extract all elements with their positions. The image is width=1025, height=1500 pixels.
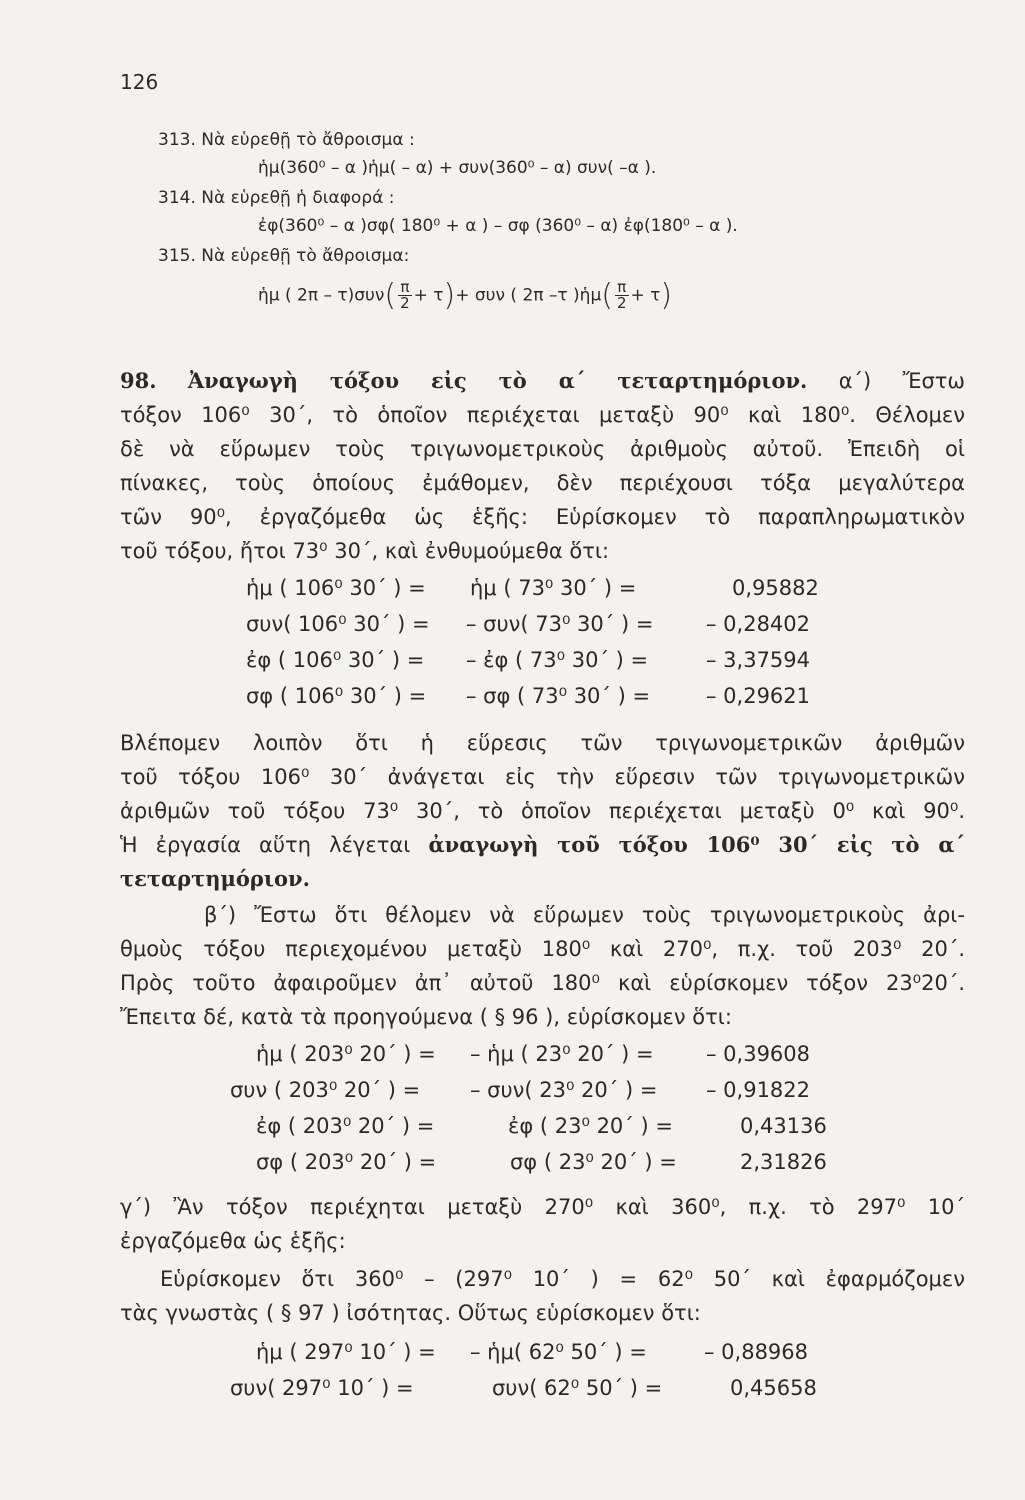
body-line: τὰς γνωστὰς ( § 97 ) ἰσότητας. Οὕτως εὑρίσκομεν ὅτι: (120, 1301, 701, 1325)
definition-line: Ἡ ἐργασία αὕτη λέγεται ἀναγωγὴ τοῦ τόξου 106⁰ 30΄ εἰς τὸ α΄ (120, 832, 965, 857)
body-line: τοῦ τόξου 106⁰ 30΄ ἀνάγεται εἰς τὴν εὕρεσιν τῶν τριγωνομετρικῶν (120, 765, 965, 789)
body-line: γ΄) Ἂν τόξον περιέχηται μεταξὺ 270⁰ καὶ 360⁰, π.χ. τὸ 297⁰ 10΄ (120, 1195, 965, 1219)
body-text: α΄) Ἔστω (838, 369, 965, 393)
equation-mid: – ἐφ ( 73⁰ 30΄ ) = (466, 648, 649, 672)
equation-value: – 0,91822 (706, 1078, 811, 1102)
equation-mid: ἐφ ( 23⁰ 20΄ ) = (508, 1114, 673, 1138)
equation-lhs: ἐφ ( 203⁰ 20΄ ) = (256, 1114, 435, 1138)
body-line: δὲ νὰ εὕρωμεν τοὺς τριγωνομετρικοὺς ἀριθμοὺς αὐτοῦ. Ἐπειδὴ οἱ (120, 437, 965, 461)
equation-lhs: συν( 106⁰ 30΄ ) = (246, 612, 430, 636)
section-number: 98. (120, 368, 157, 393)
equation-lhs: συν( 297⁰ 10΄ ) = (230, 1376, 414, 1400)
equation-mid: – ἡμ ( 23⁰ 20΄ ) = (470, 1042, 654, 1066)
equation-mid: – συν( 23⁰ 20΄ ) = (470, 1078, 658, 1102)
body-line: Εὑρίσκομεν ὅτι 360⁰ – (297⁰ 10΄ ) = 62⁰ 50΄ καὶ ἐφαρμόζομεν (160, 1267, 965, 1291)
equation-lhs: συν ( 203⁰ 20΄ ) = (230, 1078, 421, 1102)
body-line: ἐργαζόμεθα ὡς ἑξῆς: (120, 1229, 346, 1253)
equation-mid: – ἡμ( 62⁰ 50΄ ) = (470, 1340, 647, 1364)
equation-mid: – σφ ( 73⁰ 30΄ ) = (466, 684, 651, 708)
exercise-number: 314. (158, 188, 196, 208)
body-line: Πρὸς τοῦτο ἀφαιροῦμεν ἀπ᾽ αὐτοῦ 180⁰ καὶ εὑρίσκομεν τόξον 23⁰20΄. (120, 971, 965, 995)
section-heading-line (120, 364, 965, 398)
body-line: θμοὺς τόξου περιεχομένου μεταξὺ 180⁰ καὶ 270⁰, π.χ. τοῦ 203⁰ 20΄. (120, 937, 965, 961)
equation-value: – 0,88968 (704, 1340, 809, 1364)
equation-value: 0,95882 (732, 576, 819, 600)
body-line: Βλέπομεν λοιπὸν ὅτι ἡ εὕρεσις τῶν τριγωνομετρικῶν ἀριθμῶν (120, 731, 965, 755)
body-line: Ἔπειτα δέ, κατὰ τὰ προηγούμενα ( § 96 ), εὑρίσκομεν ὅτι: (120, 1005, 732, 1029)
exercise-314-formula: ἐφ(360⁰ – α )σφ( 180⁰ + α ) – σφ (360⁰ – α) ἐφ(180⁰ – α ). (258, 216, 738, 236)
body-line: ἀριθμῶν τοῦ τόξου 73⁰ 30΄, τὸ ὁποῖον περιέχεται μεταξὺ 0⁰ καὶ 90⁰. (120, 799, 965, 823)
exercise-number: 313. (158, 130, 196, 150)
body-line: πίνακες, τοὺς ὁποίους ἐμάθομεν, δὲν περιέχουσι τόξα μεγαλύτερα (120, 471, 965, 495)
page-number: 126 (120, 70, 159, 94)
equation-mid: συν( 62⁰ 50΄ ) = (492, 1376, 663, 1400)
definition-term: ἀναγωγὴ τοῦ τόξου 106⁰ 30΄ εἰς τὸ α΄ (428, 832, 965, 857)
equation-mid: ἡμ ( 73⁰ 30΄ ) = (470, 576, 637, 600)
equation-lhs: ἡμ ( 106⁰ 30΄ ) = (246, 576, 426, 600)
body-line: β΄) Ἔστω ὅτι θέλομεν νὰ εὕρωμεν τοὺς τριγωνομετρικοὺς ἀρι- (204, 903, 965, 927)
equation-value: – 0,39608 (706, 1042, 811, 1066)
equation-lhs: σφ ( 203⁰ 20΄ ) = (256, 1150, 437, 1174)
equation-lhs: ἡμ ( 297⁰ 10΄ ) = (256, 1340, 436, 1364)
equation-mid: – συν( 73⁰ 30΄ ) = (466, 612, 654, 636)
equation-mid: σφ ( 23⁰ 20΄ ) = (510, 1150, 677, 1174)
exercise-text: Νὰ εὑρεθῇ τὸ ἄθροισμα : (201, 130, 415, 150)
equation-value: – 0,29621 (706, 684, 811, 708)
exercise-315 (158, 246, 409, 266)
exercise-313-formula: ἡμ(360⁰ – α )ἡμ( – α) + συν(360⁰ – α) συν( –α ). (258, 158, 657, 178)
exercise-text: Νὰ εὑρεθῇ τὸ ἄθροισμα: (201, 246, 410, 266)
equation-value: – 3,37594 (706, 648, 811, 672)
equation-value: 2,31826 (740, 1150, 827, 1174)
equation-value: – 0,28402 (706, 612, 811, 636)
exercise-314 (158, 188, 394, 208)
fraction: $\frac{\pi}{2}$ (616, 278, 627, 312)
definition-term: τεταρτημόριον. (120, 866, 310, 891)
exercise-315-formula: ἡμ ( 2π – τ)συν( $\frac{\pi}{2}$ + τ)+ συν ( 2π –τ )ἡμ( $\frac{\pi}{2}$ + τ) (258, 278, 673, 313)
fraction: $\frac{\pi}{2}$ (400, 278, 410, 312)
exercise-313 (158, 130, 415, 150)
equation-value: 0,43136 (740, 1114, 827, 1138)
equation-lhs: ἡμ ( 203⁰ 20΄ ) = (256, 1042, 436, 1066)
body-line: τῶν 90⁰, ἐργαζόμεθα ὡς ἑξῆς: Εὑρίσκομεν τὸ παραπληρωματικὸν (120, 505, 965, 529)
equation-value: 0,45658 (730, 1376, 817, 1400)
equation-lhs: σφ ( 106⁰ 30΄ ) = (246, 684, 427, 708)
equation-lhs: ἐφ ( 106⁰ 30΄ ) = (246, 648, 425, 672)
body-line: τοῦ τόξου, ἤτοι 73⁰ 30΄, καὶ ἐνθυμούμεθα ὅτι: (120, 539, 610, 563)
exercise-text: Νὰ εὑρεθῇ ἡ διαφορά : (201, 188, 395, 208)
body-line: τόξον 106⁰ 30΄, τὸ ὁποῖον περιέχεται μεταξὺ 90⁰ καὶ 180⁰. Θέλομεν (120, 403, 965, 427)
exercise-number: 315. (158, 246, 196, 266)
section-title: Ἀναγωγὴ τόξου εἰς τὸ α΄ τεταρτημόριον. (187, 368, 808, 393)
